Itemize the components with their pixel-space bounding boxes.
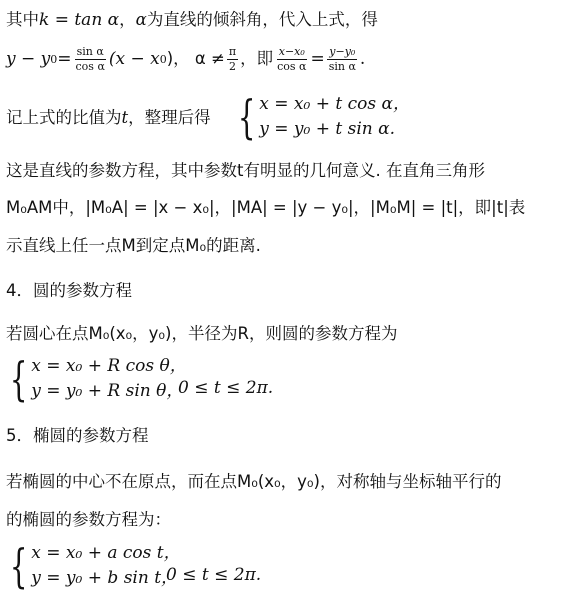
text: ， xyxy=(119,10,136,29)
system-line xyxy=(232,90,410,144)
range-ellipse: 0 ≤ t ≤ 2π. xyxy=(166,565,262,585)
system-row: x = x₀ + a cos t， xyxy=(31,543,181,563)
fraction-sin-cos: $\frac{\text{sin α}}{\text{cos α}}$ xyxy=(75,45,105,73)
math: . xyxy=(359,48,366,69)
system-row: y = y₀ + b sin t， xyxy=(31,568,179,588)
section-heading-4: 4．圆的参数方程 xyxy=(6,281,132,300)
text-line-6: 示直线上任一点M到定点M₀的距离. xyxy=(6,236,261,255)
math-sub: 0 xyxy=(50,52,58,66)
left-brace: { xyxy=(237,90,256,144)
math: )， α ≠ xyxy=(166,48,225,68)
text-line-4: 这是直线的参数方程，其中参数t有明显的几何意义. 在直角三角形 xyxy=(6,161,485,180)
range-circle: 0 ≤ t ≤ 2π. xyxy=(178,378,274,398)
fraction-x: $\frac{\text{x−x₀}}{\text{cos α}}$ xyxy=(277,45,307,73)
math-k-tan: k = tan α xyxy=(39,10,120,30)
system-row: y = y₀ + R sin θ， xyxy=(31,381,184,401)
math: y − y xyxy=(6,48,51,69)
system-ellipse xyxy=(4,539,181,593)
text-line-7: 若圆心在点M₀(x₀，y₀)，半径为R，则圆的参数方程为 xyxy=(6,324,398,343)
fraction-y: $\frac{\text{y−y₀}}{\text{sin α}}$ xyxy=(328,45,356,73)
left-brace: { xyxy=(9,352,28,406)
text-line-5: M₀AM中，|M₀A| = |x − x₀|，|MA| = |y − y₀|，|M₀M| = |t|，即|t|表 xyxy=(6,198,526,217)
text-line-3 xyxy=(6,110,211,127)
section-heading-5: 5．椭圆的参数方程 xyxy=(6,426,149,445)
math: (x − x xyxy=(108,48,160,69)
math: = xyxy=(57,48,72,69)
system-circle xyxy=(4,352,187,406)
text: 其中 xyxy=(6,10,39,29)
math-t: t xyxy=(121,108,129,127)
math-alpha: α xyxy=(135,10,147,29)
text-line-1 xyxy=(6,12,378,29)
text: ，即 xyxy=(240,48,274,68)
system-row: y = y₀ + t sin α. xyxy=(259,119,396,139)
fraction-pi-2: $\frac{\pi}{2}$ xyxy=(228,45,237,73)
text: 记上式的比值为 xyxy=(6,108,122,127)
text: 为直线的倾斜角，代入上式，得 xyxy=(146,10,378,29)
equation-line: y − y 0 = $\frac{\text{sin α}}{\text{cos α}}$ (x − x 0 )， α ≠ $\frac{\pi}{2}$ ，即 $\frac{\text{x−x₀}}{\text{cos α}}$ = $\frac{\text{y−y₀}}{\text{sin α}}$ . xyxy=(6,45,366,73)
text-line-9: 的椭圆的参数方程为： xyxy=(6,510,171,529)
text: ，整理后得 xyxy=(128,108,211,127)
text-line-8: 若椭圆的中心不在原点，而在点M₀(x₀，y₀)，对称轴与坐标轴平行的 xyxy=(6,472,502,491)
left-brace: { xyxy=(9,539,28,593)
system-row: x = x₀ + R cos θ， xyxy=(31,356,187,376)
system-row: x = x₀ + t cos α， xyxy=(259,94,410,114)
math: = xyxy=(310,48,325,69)
